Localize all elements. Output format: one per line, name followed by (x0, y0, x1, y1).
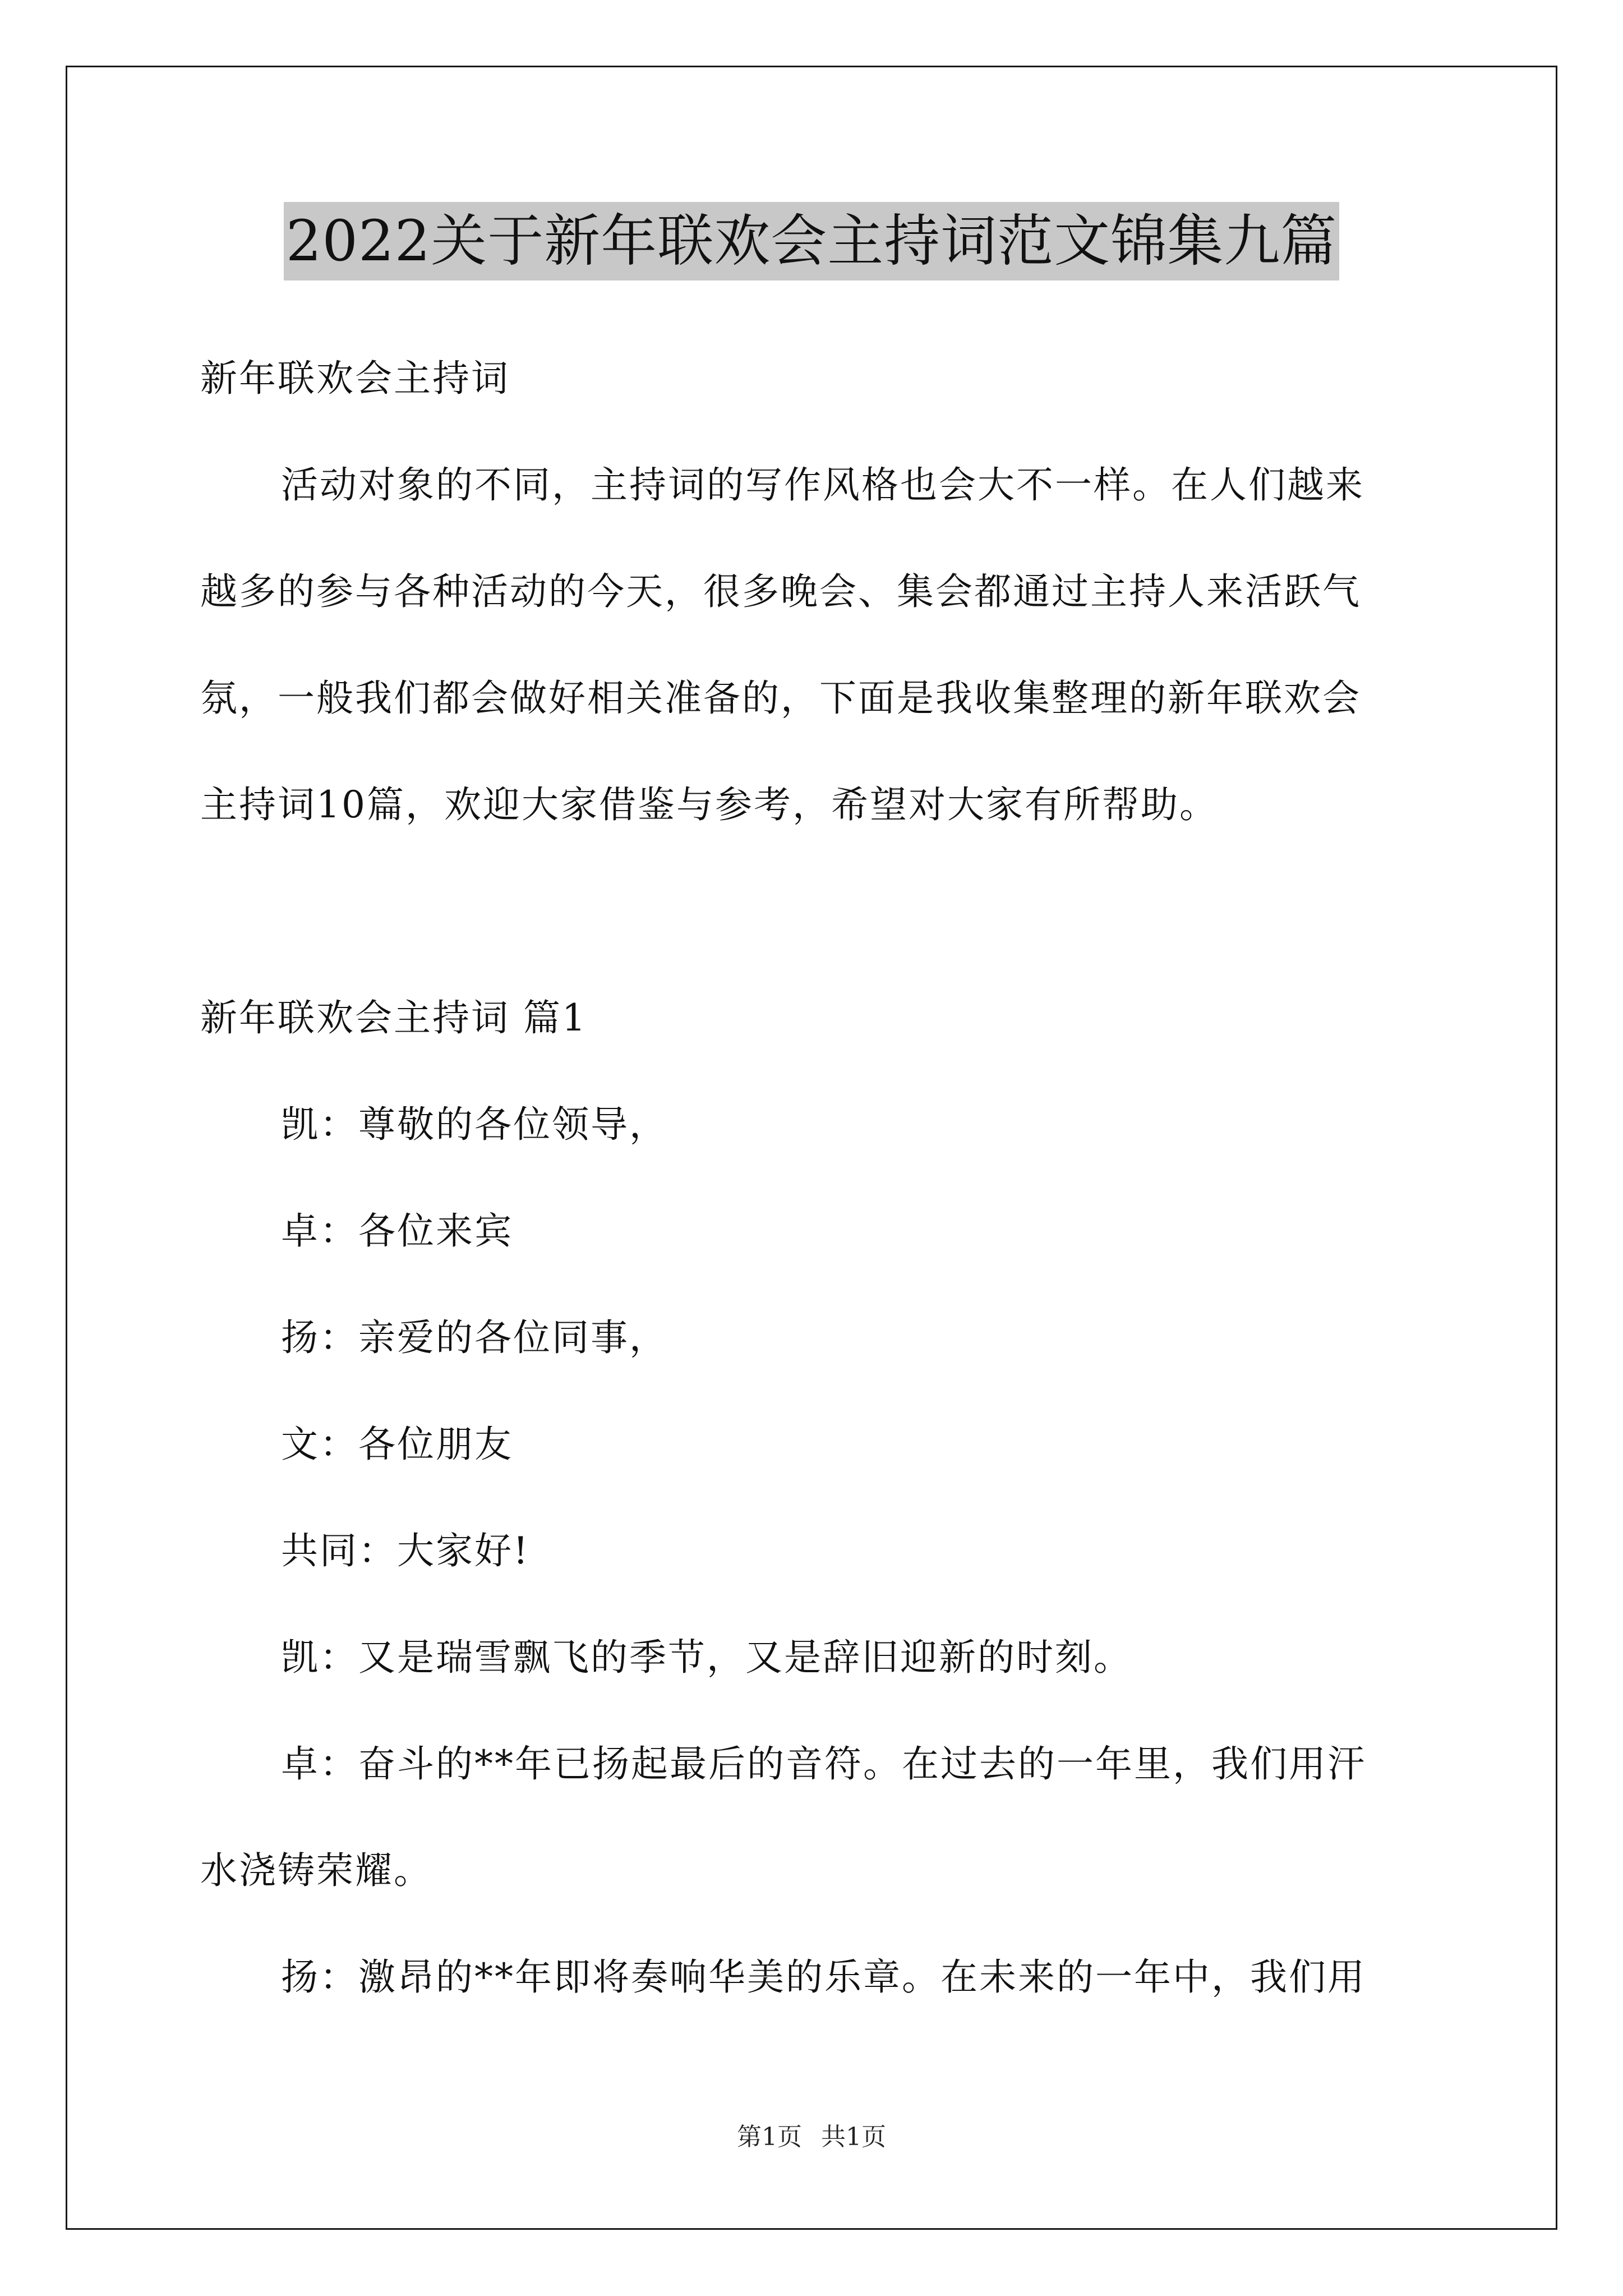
dialogue-line: 卓：奋斗的**年已扬起最后的音符。在过去的一年里，我们用汗 (281, 1742, 1366, 1786)
dialogue-line: 扬：亲爱的各位同事， (281, 1316, 668, 1359)
paragraph-line: 氛，一般我们都会做好相关准备的，下面是我收集整理的新年联欢会 (200, 677, 1361, 720)
paragraph-line: 主持词10篇，欢迎大家借鉴与参考，希望对大家有所帮助。 (200, 783, 1218, 826)
dialogue-line: 文：各位朋友 (281, 1423, 513, 1466)
paragraph-line: 越多的参与各种活动的今天，很多晚会、集会都通过主持人来活跃气 (200, 570, 1361, 613)
paragraph-line: 活动对象的不同，主持词的写作风格也会大不一样。在人们越来 (281, 463, 1364, 507)
document-title: 2022关于新年联欢会主持词范文锦集九篇 (284, 202, 1340, 280)
dialogue-line: 共同：大家好! (281, 1529, 530, 1572)
page-number: 第1页 (737, 2123, 802, 2151)
page-total: 共1页 (821, 2123, 886, 2151)
dialogue-line: 凯：尊敬的各位领导， (281, 1103, 668, 1146)
section-heading: 新年联欢会主持词 篇1 (200, 996, 587, 1039)
dialogue-line: 卓：各位来宾 (281, 1209, 513, 1253)
dialogue-line: 扬：激昂的**年即将奏响华美的乐章。在未来的一年中，我们用 (281, 1955, 1366, 1999)
dialogue-line: 凯：又是瑞雪飘飞的季节，又是辞旧迎新的时刻。 (281, 1636, 1132, 1679)
title-wrap (0, 202, 1623, 280)
section-heading: 新年联欢会主持词 (200, 357, 510, 400)
page-footer (0, 2120, 1623, 2154)
dialogue-line: 水浇铸荣耀。 (200, 1849, 432, 1892)
